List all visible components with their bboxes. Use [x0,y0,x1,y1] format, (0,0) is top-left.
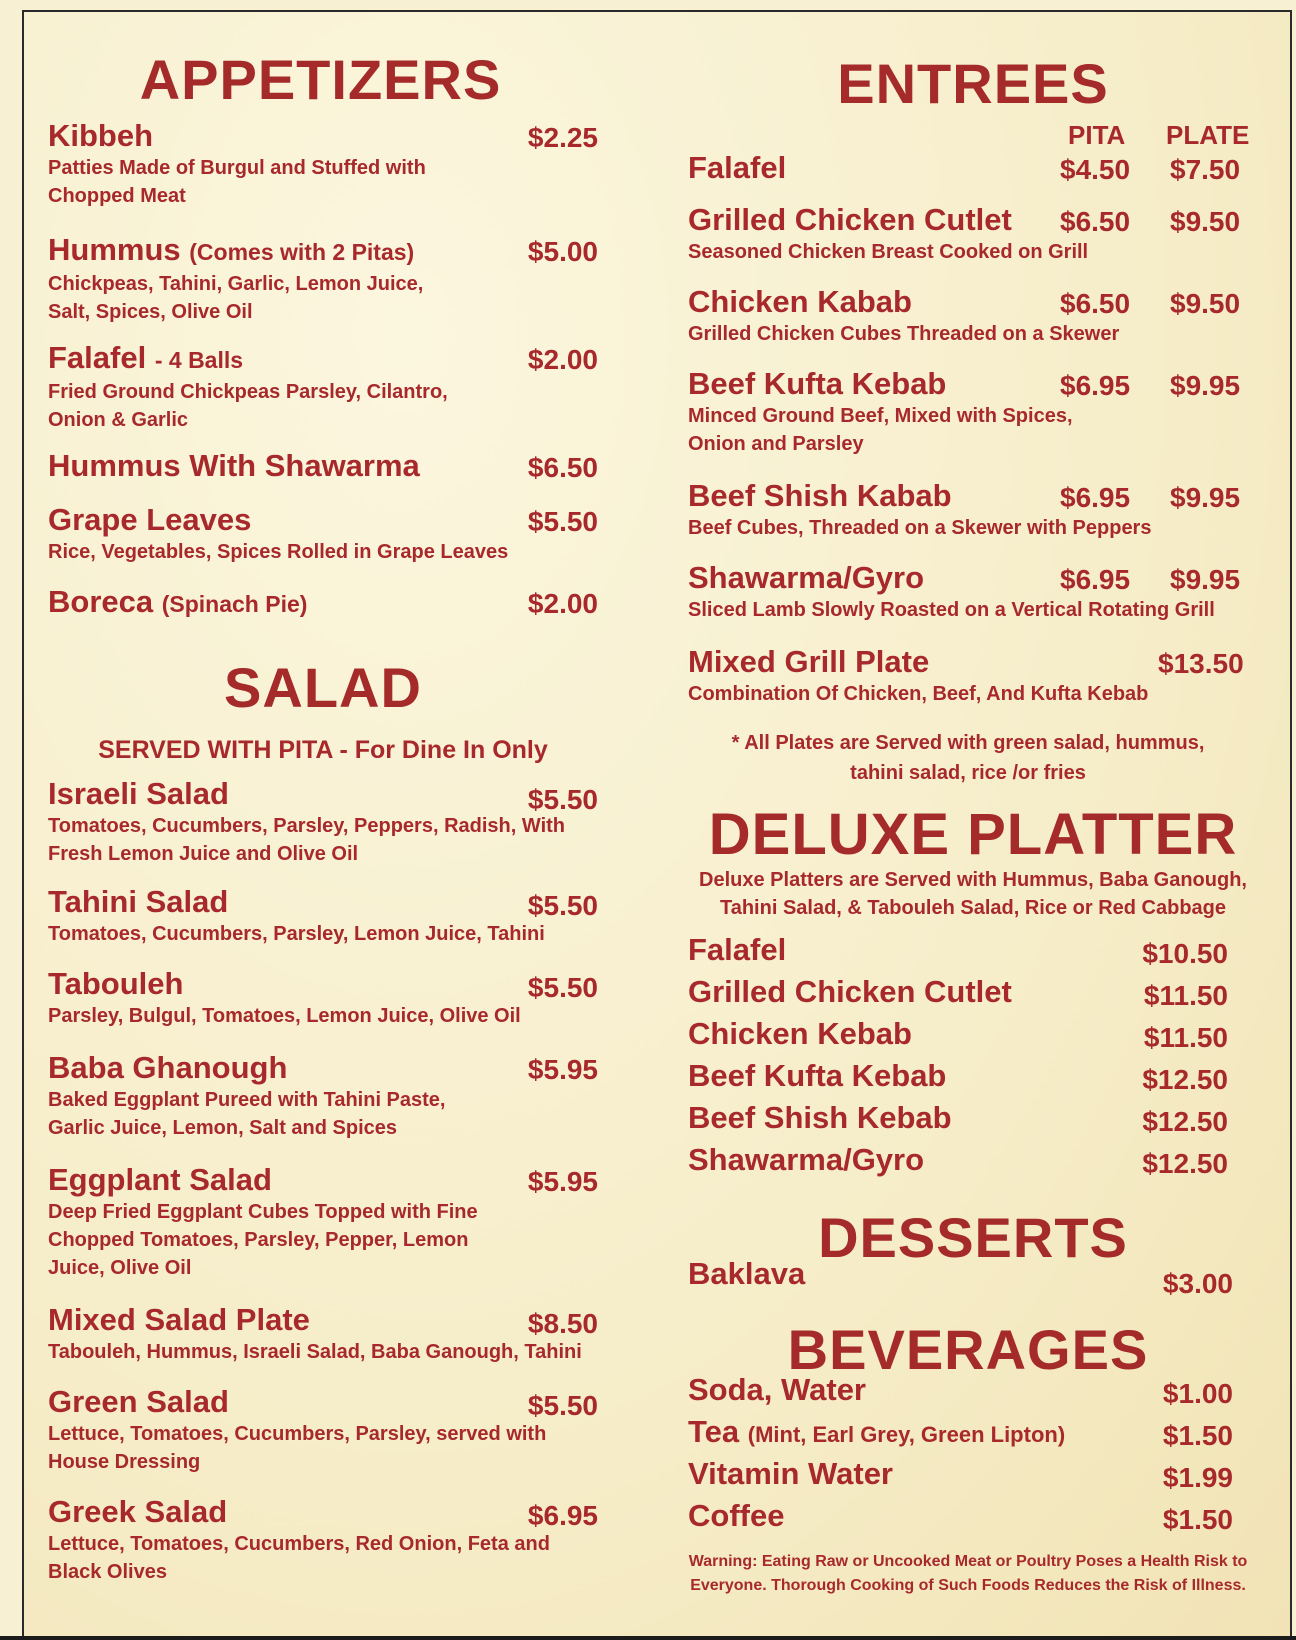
item-price: $5.50 [527,1390,598,1421]
item-name: Baba Ghanough [48,1050,288,1085]
item-name: Vitamin Water [688,1456,893,1491]
item-name: Grape Leaves [48,502,252,537]
menu-item [688,202,1258,266]
item-desc: Deep Fried Eggplant Cubes Topped with Fine Chopped Tomatoes, Parsley, Pepper, Lemon Juice, Olive Oil [48,1201,478,1279]
item-desc: Combination Of Chicken, Beef, And Kufta Kebab [688,683,1149,705]
menu-item [688,560,1258,624]
item-price: $12.50 [1142,1064,1228,1095]
item-price: $2.25 [527,122,598,153]
menu-item [48,340,598,434]
menu-item [48,502,598,566]
item-plate-price: $13.50 [1158,648,1244,679]
item-desc: Parsley, Bulgul, Tomatoes, Lemon Juice, Olive Oil [48,1005,521,1027]
item-price: $5.50 [527,506,598,537]
health-warning: Warning: Eating Raw or Uncooked Meat or Poultry Poses a Health Risk to Everyone. Thorough Cooking of Such Foods Reduces the Risk of Illness. [688,1553,1248,1594]
item-name: Israeli Salad [48,776,229,811]
item-desc: Baked Eggplant Pureed with Tahini Paste, Garlic Juice, Lemon, Salt and Spices [48,1089,446,1139]
item-price: $2.00 [527,588,598,619]
item-price: $10.50 [1142,938,1228,969]
menu-item [688,932,1228,968]
item-desc: Rice, Vegetables, Spices Rolled in Grape Leaves [48,541,509,563]
entrees-title: ENTREES [837,52,1109,115]
menu-item [48,118,598,210]
menu-item [688,478,1258,542]
item-subname: (Mint, Earl Grey, Green Lipton) [747,1422,1066,1447]
menu-item [688,1016,1228,1052]
menu-item [688,1256,1233,1299]
menu-item [48,1494,598,1586]
menu-item [48,1302,598,1366]
item-pita-price: $6.50 [1060,206,1131,237]
item-desc: Seasoned Chicken Breast Cooked on Grill [688,241,1089,263]
menu-item [48,1384,598,1476]
item-name: Beef Kufta Kebab [688,1058,947,1093]
item-subname: (Spinach Pie) [161,591,308,617]
item-name: Hummus With Shawarma [48,448,420,483]
menu-item [688,284,1258,348]
item-plate-price: $7.50 [1170,154,1241,185]
item-price: $12.50 [1142,1148,1228,1179]
item-subname: - 4 Balls [154,347,244,373]
menu-item [48,1162,598,1282]
item-name: Greek Salad [48,1494,228,1529]
item-price: $5.00 [527,236,598,267]
item-name: Tea [688,1414,740,1449]
deluxe-desc: Deluxe Platters are Served with Hummus, Baba Ganough, Tahini Salad, & Tabouleh Salad, Rice or Red Cabbage [699,869,1247,919]
menu-item [688,1100,1228,1136]
item-name: Falafel [688,150,787,185]
menu-item [48,776,598,868]
item-desc: Grilled Chicken Cubes Threaded on a Skewer [688,323,1120,345]
item-desc: Sliced Lamb Slowly Roasted on a Vertical Rotating Grill [688,599,1215,621]
item-price: $3.00 [1162,1268,1233,1299]
item-price: $2.00 [527,344,598,375]
item-desc: Patties Made of Burgul and Stuffed with Chopped Meat [48,157,426,207]
item-pita-price: $6.95 [1060,564,1131,595]
bottom-border [0,1636,1296,1640]
item-price: $8.50 [527,1308,598,1339]
menu-item [48,966,598,1030]
item-desc: Beef Cubes, Threaded on a Skewer with Peppers [688,517,1152,539]
item-desc: Tomatoes, Cucumbers, Parsley, Lemon Juice, Tahini [48,923,545,945]
item-name: Kibbeh [48,118,154,153]
item-desc: Lettuce, Tomatoes, Cucumbers, Red Onion, Feta and Black Olives [48,1533,550,1583]
item-price: $6.50 [527,452,598,483]
beverages-title: BEVERAGES [787,1318,1149,1381]
menu-item [48,448,598,484]
menu-item [688,1058,1228,1094]
desserts-title: DESSERTS [818,1206,1128,1269]
item-subname: (Comes with 2 Pitas) [189,239,415,265]
item-price: $1.99 [1162,1462,1233,1493]
item-desc: Tabouleh, Hummus, Israeli Salad, Baba Ganough, Tahini [48,1341,582,1363]
menu-item [688,974,1228,1010]
menu-item [48,884,598,948]
item-price: $6.95 [527,1500,598,1531]
item-name: Eggplant Salad [48,1162,272,1197]
salad-subtitle: SERVED WITH PITA - For Dine In Only [98,736,548,764]
item-desc: Fried Ground Chickpeas Parsley, Cilantro, Onion & Garlic [48,381,448,431]
item-plate-price: $9.50 [1170,288,1241,319]
menu-item [688,1498,1233,1534]
item-name: Shawarma/Gyro [688,1142,925,1177]
item-name: Boreca [48,584,154,619]
item-desc: Minced Ground Beef, Mixed with Spices, Onion and Parsley [688,405,1073,455]
item-pita-price: $6.50 [1060,288,1131,319]
item-price: $11.50 [1143,1022,1228,1053]
item-price: $5.95 [527,1166,598,1197]
item-pita-price: $4.50 [1060,154,1131,185]
item-name: Grilled Chicken Cutlet [688,974,1012,1009]
menu-item [688,1414,1233,1453]
plate-column-header: PLATE [1166,120,1250,150]
item-pita-price: $6.95 [1060,370,1131,401]
item-price: $5.50 [527,784,598,815]
item-plate-price: $9.50 [1170,206,1241,237]
item-price: $5.50 [527,972,598,1003]
item-name: Tabouleh [48,966,184,1001]
item-name: Chicken Kabab [688,284,912,319]
menu-item [688,366,1258,458]
menu-item [688,644,1258,708]
item-name: Falafel [48,340,147,375]
item-name: Chicken Kebab [688,1016,912,1051]
menu-item [688,150,1258,186]
item-desc: Lettuce, Tomatoes, Cucumbers, Parsley, served with House Dressing [48,1423,547,1473]
item-price: $5.50 [527,890,598,921]
item-pita-price: $6.95 [1060,482,1131,513]
item-price: $1.50 [1162,1420,1233,1451]
entrees-note: * All Plates are Served with green salad, hummus, tahini salad, rice /or fries [731,732,1205,784]
item-name: Mixed Salad Plate [48,1302,310,1337]
item-name: Baklava [688,1256,806,1291]
salad-title: SALAD [224,656,422,719]
item-price: $5.95 [527,1054,598,1085]
item-name: Mixed Grill Plate [688,644,930,679]
item-price: $11.50 [1143,980,1228,1011]
deluxe-title: DELUXE PLATTER [708,802,1238,867]
item-price: $1.50 [1162,1504,1233,1535]
item-name: Hummus [48,232,181,267]
item-desc: Tomatoes, Cucumbers, Parsley, Peppers, Radish, With Fresh Lemon Juice and Olive Oil [48,815,566,865]
item-plate-price: $9.95 [1170,370,1241,401]
menu-item [48,232,598,326]
item-plate-price: $9.95 [1170,564,1241,595]
menu-item [688,1372,1233,1408]
appetizers-title: APPETIZERS [139,48,502,111]
pita-column-header: PITA [1068,120,1126,150]
item-name: Coffee [688,1498,785,1533]
menu-item [688,1456,1233,1492]
menu-item [48,584,598,622]
menu-item [688,1142,1228,1178]
item-price: $12.50 [1142,1106,1228,1137]
item-name: Beef Shish Kabab [688,478,952,513]
menu-item [48,1050,598,1142]
item-desc: Chickpeas, Tahini, Garlic, Lemon Juice, Salt, Spices, Olive Oil [48,273,424,323]
item-name: Grilled Chicken Cutlet [688,202,1012,237]
item-name: Shawarma/Gyro [688,560,925,595]
item-name: Falafel [688,932,787,967]
item-name: Green Salad [48,1384,229,1419]
item-plate-price: $9.95 [1170,482,1241,513]
item-price: $1.00 [1162,1378,1233,1409]
item-name: Tahini Salad [48,884,229,919]
item-name: Beef Kufta Kebab [688,366,947,401]
item-name: Soda, Water [688,1372,866,1407]
item-name: Beef Shish Kebab [688,1100,952,1135]
